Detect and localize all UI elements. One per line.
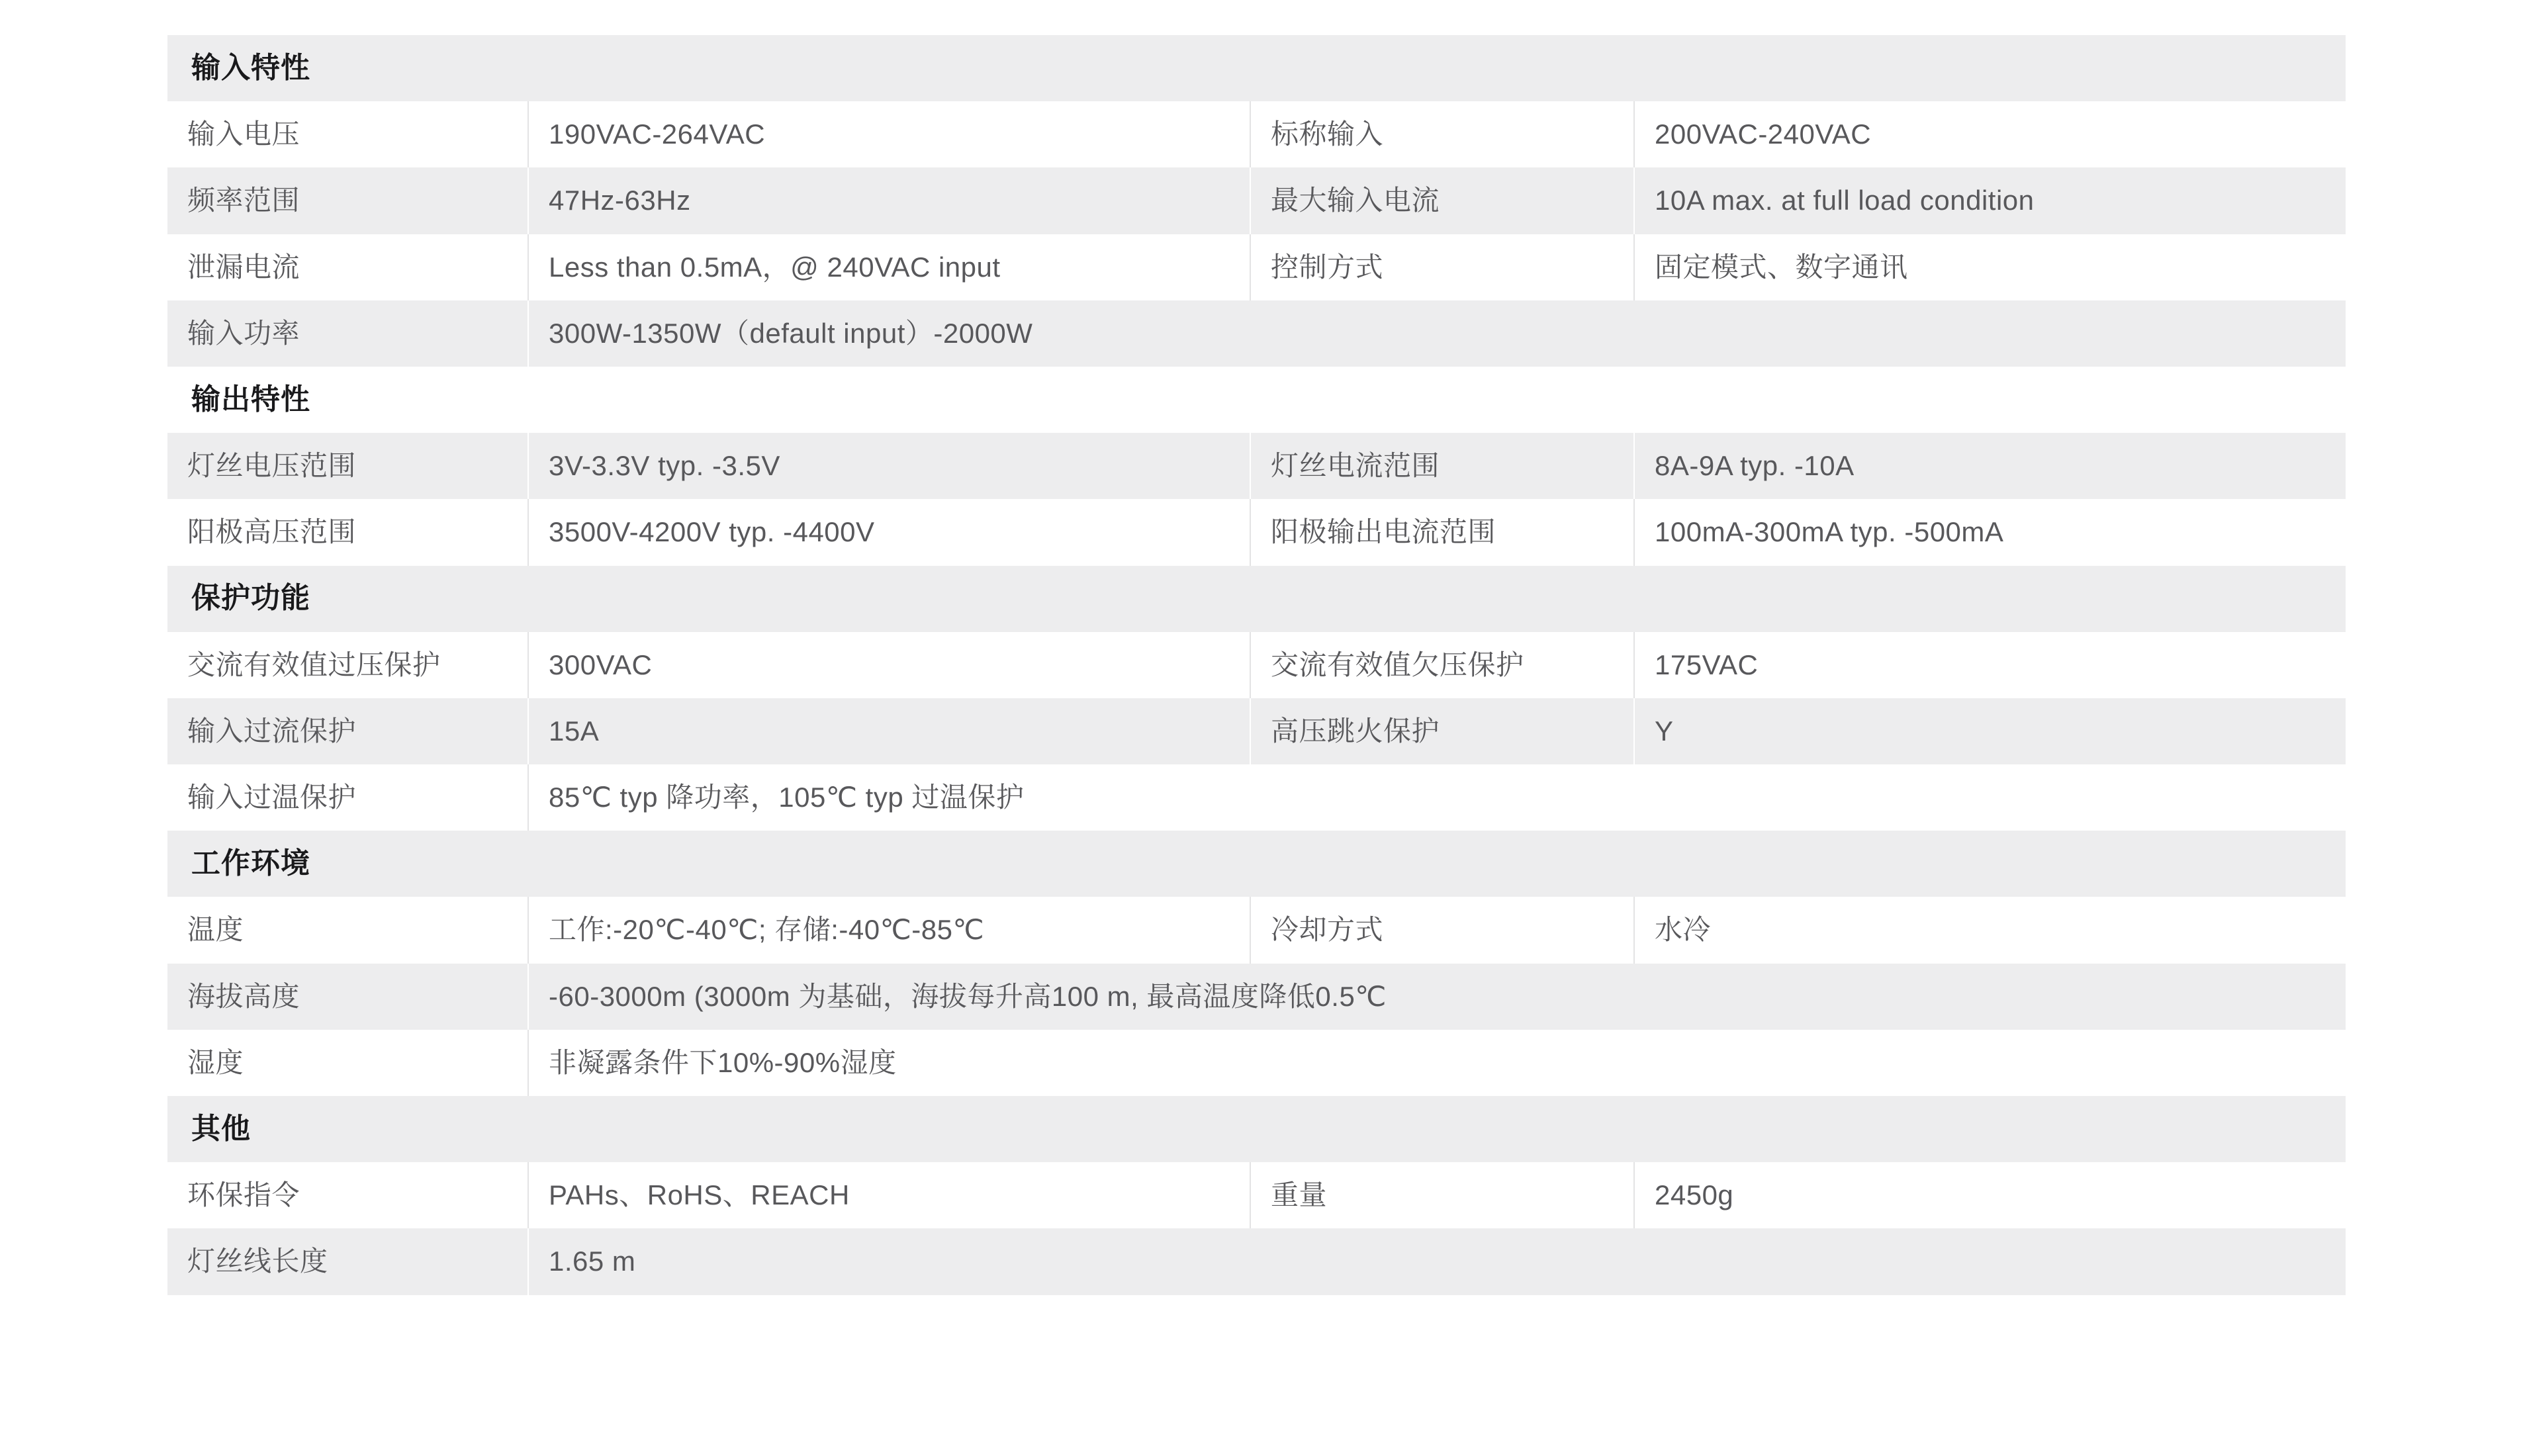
section-title: 输入特性 bbox=[167, 35, 2346, 101]
spec-label-cell: 温度 bbox=[167, 897, 528, 963]
section-header-row bbox=[167, 831, 2346, 897]
spec-value-cell: Less than 0.5mA，@ 240VAC input bbox=[528, 234, 1250, 300]
spec-value-cell: PAHs、RoHS、REACH bbox=[528, 1162, 1250, 1228]
spec-label-cell: 阳极输出电流范围 bbox=[1250, 499, 1634, 565]
spec-label-cell: 冷却方式 bbox=[1250, 897, 1634, 963]
spec-value-cell: 1.65 m bbox=[528, 1228, 2346, 1295]
spec-label-cell: 海拔高度 bbox=[167, 964, 528, 1030]
spec-value-cell: 水冷 bbox=[1634, 897, 2346, 963]
spec-value-cell: Y bbox=[1634, 698, 2346, 764]
spec-label-cell: 重量 bbox=[1250, 1162, 1634, 1228]
spec-label-cell: 阳极高压范围 bbox=[167, 499, 528, 565]
spec-label-cell: 泄漏电流 bbox=[167, 234, 528, 300]
spec-value-cell: -60-3000m (3000m 为基础，海拔每升高100 m, 最高温度降低0.5℃ bbox=[528, 964, 2346, 1030]
spec-value-cell: 工作:-20℃-40℃; 存储:-40℃-85℃ bbox=[528, 897, 1250, 963]
section-header-row bbox=[167, 367, 2346, 433]
spec-label-cell: 湿度 bbox=[167, 1030, 528, 1096]
section-header-row bbox=[167, 566, 2346, 632]
spec-label-cell: 环保指令 bbox=[167, 1162, 528, 1228]
spec-row bbox=[167, 433, 2346, 499]
section-title: 输出特性 bbox=[167, 367, 2346, 433]
spec-row bbox=[167, 167, 2346, 234]
spec-value-cell: 300VAC bbox=[528, 632, 1250, 698]
spec-row bbox=[167, 632, 2346, 698]
spec-label-cell: 输入过温保护 bbox=[167, 764, 528, 831]
spec-value-cell: 100mA-300mA typ. -500mA bbox=[1634, 499, 2346, 565]
spec-label-cell: 控制方式 bbox=[1250, 234, 1634, 300]
section-title: 工作环境 bbox=[167, 831, 2346, 897]
spec-label-cell: 灯丝电压范围 bbox=[167, 433, 528, 499]
spec-value-cell: 47Hz-63Hz bbox=[528, 167, 1250, 234]
spec-value-cell: 2450g bbox=[1634, 1162, 2346, 1228]
spec-value-cell: 3500V-4200V typ. -4400V bbox=[528, 499, 1250, 565]
spec-table bbox=[167, 35, 2346, 1295]
spec-value-cell: 190VAC-264VAC bbox=[528, 101, 1250, 167]
spec-row bbox=[167, 897, 2346, 963]
spec-label-cell: 最大输入电流 bbox=[1250, 167, 1634, 234]
spec-label-cell: 频率范围 bbox=[167, 167, 528, 234]
spec-row bbox=[167, 764, 2346, 831]
spec-row bbox=[167, 1228, 2346, 1295]
spec-value-cell: 175VAC bbox=[1634, 632, 2346, 698]
spec-value-cell: 85℃ typ 降功率，105℃ typ 过温保护 bbox=[528, 764, 2346, 831]
spec-row bbox=[167, 300, 2346, 367]
spec-row bbox=[167, 1162, 2346, 1228]
spec-label-cell: 灯丝电流范围 bbox=[1250, 433, 1634, 499]
spec-value-cell: 3V-3.3V typ. -3.5V bbox=[528, 433, 1250, 499]
spec-label-cell: 标称输入 bbox=[1250, 101, 1634, 167]
spec-value-cell: 固定模式、数字通讯 bbox=[1634, 234, 2346, 300]
spec-row bbox=[167, 1030, 2346, 1096]
spec-label-cell: 灯丝线长度 bbox=[167, 1228, 528, 1295]
section-header-row bbox=[167, 1096, 2346, 1162]
spec-value-cell: 15A bbox=[528, 698, 1250, 764]
spec-row bbox=[167, 234, 2346, 300]
spec-row bbox=[167, 964, 2346, 1030]
section-header-row bbox=[167, 35, 2346, 101]
spec-row bbox=[167, 101, 2346, 167]
spec-label-cell: 交流有效值欠压保护 bbox=[1250, 632, 1634, 698]
section-title: 保护功能 bbox=[167, 566, 2346, 632]
spec-row bbox=[167, 698, 2346, 764]
spec-row bbox=[167, 499, 2346, 565]
spec-label-cell: 交流有效值过压保护 bbox=[167, 632, 528, 698]
spec-label-cell: 高压跳火保护 bbox=[1250, 698, 1634, 764]
spec-label-cell: 输入电压 bbox=[167, 101, 528, 167]
spec-table-body bbox=[167, 35, 2346, 1295]
spec-value-cell: 非凝露条件下10%-90%湿度 bbox=[528, 1030, 2346, 1096]
spec-value-cell: 200VAC-240VAC bbox=[1634, 101, 2346, 167]
spec-value-cell: 8A-9A typ. -10A bbox=[1634, 433, 2346, 499]
section-title: 其他 bbox=[167, 1096, 2346, 1162]
spec-value-cell: 10A max. at full load condition bbox=[1634, 167, 2346, 234]
spec-label-cell: 输入过流保护 bbox=[167, 698, 528, 764]
spec-value-cell: 300W-1350W（default input）-2000W bbox=[528, 300, 2346, 367]
spec-label-cell: 输入功率 bbox=[167, 300, 528, 367]
